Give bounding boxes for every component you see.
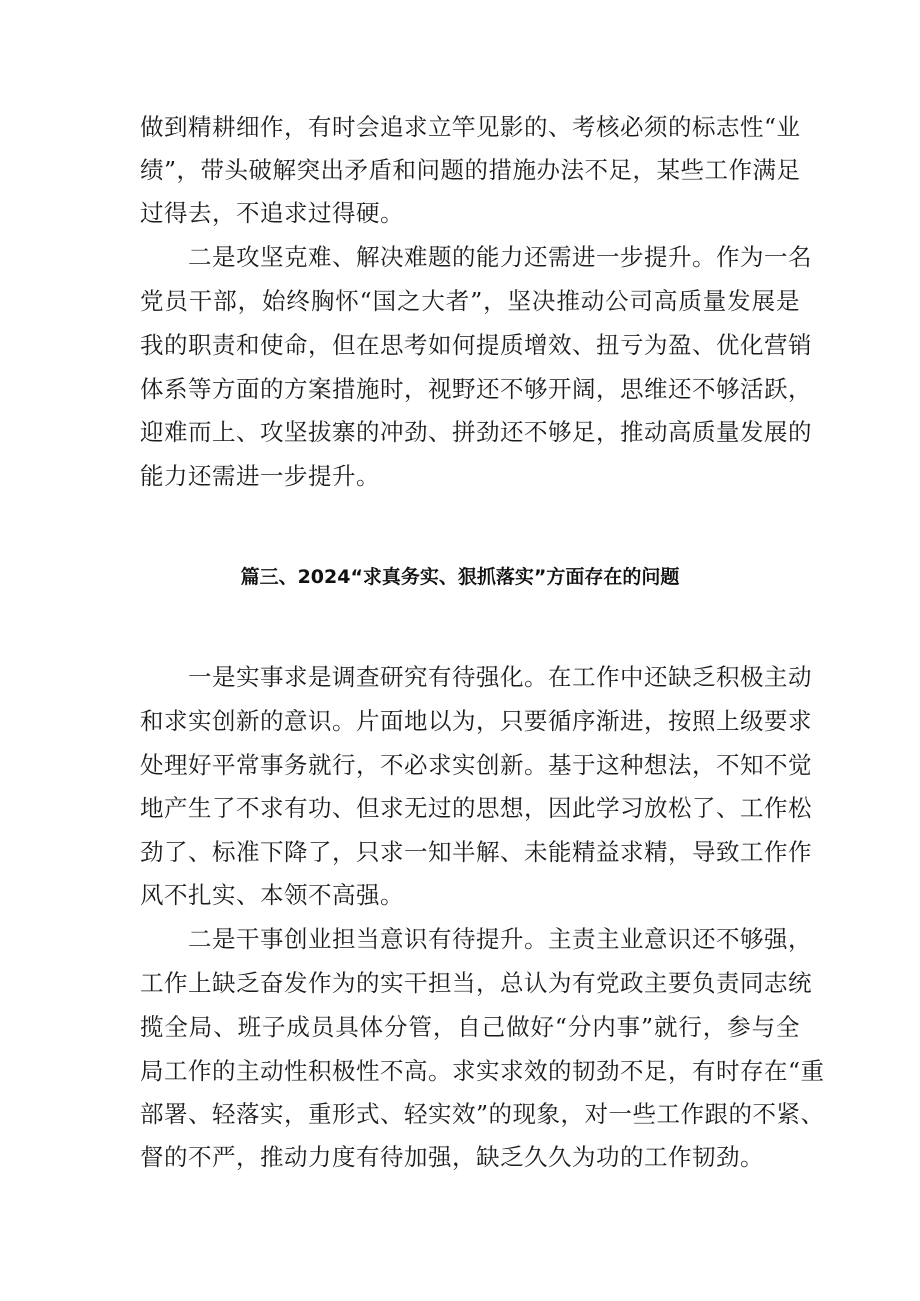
paragraph-line: 迎难而上、攻坚拔寨的冲劲、拼劲还不够足，推动高质量发展的 <box>140 418 812 446</box>
paragraph-line: 劲了、标准下降了，只求一知半解、未能精益求精，导致工作作 <box>140 838 812 866</box>
paragraph-line: 二是攻坚克难、解决难题的能力还需进一步提升。作为一名 <box>188 243 812 271</box>
paragraph-line: 能力还需进一步提升。 <box>140 462 380 490</box>
paragraph-line: 体系等方面的方案措施时，视野还不够开阔，思维还不够活跃， <box>140 375 812 403</box>
paragraph-line: 地产生了不求有功、但求无过的思想，因此学习放松了、工作松 <box>140 794 812 822</box>
paragraph-line: 做到精耕细作，有时会追求立竿见影的、考核必须的标志性“业 <box>140 113 801 141</box>
paragraph-line: 过得去，不追求过得硬。 <box>140 199 404 227</box>
paragraph-line: 督的不严，推动力度有待加强，缺乏久久为功的工作韧劲。 <box>140 1143 764 1171</box>
paragraph-line: 我的职责和使命，但在思考如何提质增效、扭亏为盈、优化营销 <box>140 331 812 359</box>
paragraph-line: 和求实创新的意识。片面地以为，只要循序渐进，按照上级要求 <box>140 707 812 735</box>
paragraph-line: 部署、轻落实，重形式、轻实效”的现象，对一些工作跟的不紧、 <box>140 1100 825 1128</box>
paragraph-line: 风不扎实、本领不高强。 <box>140 881 404 909</box>
paragraph-line: 二是干事创业担当意识有待提升。主责主业意识还不够强， <box>188 925 812 953</box>
paragraph-line: 一是实事求是调查研究有待强化。在工作中还缺乏积极主动 <box>188 663 812 691</box>
paragraph-line: 揽全局、班子成员具体分管，自己做好“分内事”就行，参与全 <box>140 1013 800 1041</box>
paragraph-line: 党员干部，始终胸怀“国之大者”，坚决推动公司高质量发展是 <box>140 287 800 315</box>
paragraph-line: 局工作的主动性积极性不高。求实求效的韧劲不足，有时存在“重 <box>140 1057 825 1085</box>
paragraph-line: 工作上缺乏奋发作为的实干担当，总认为有党政主要负责同志统 <box>140 969 812 997</box>
paragraph-line: 处理好平常事务就行，不必求实创新。基于这种想法，不知不觉 <box>140 751 812 779</box>
section-heading: 篇三、2024“求真务实、狠抓落实”方面存在的问题 <box>240 566 680 588</box>
paragraph-line: 绩”，带头破解突出矛盾和问题的措施办法不足，某些工作满足 <box>140 156 801 184</box>
